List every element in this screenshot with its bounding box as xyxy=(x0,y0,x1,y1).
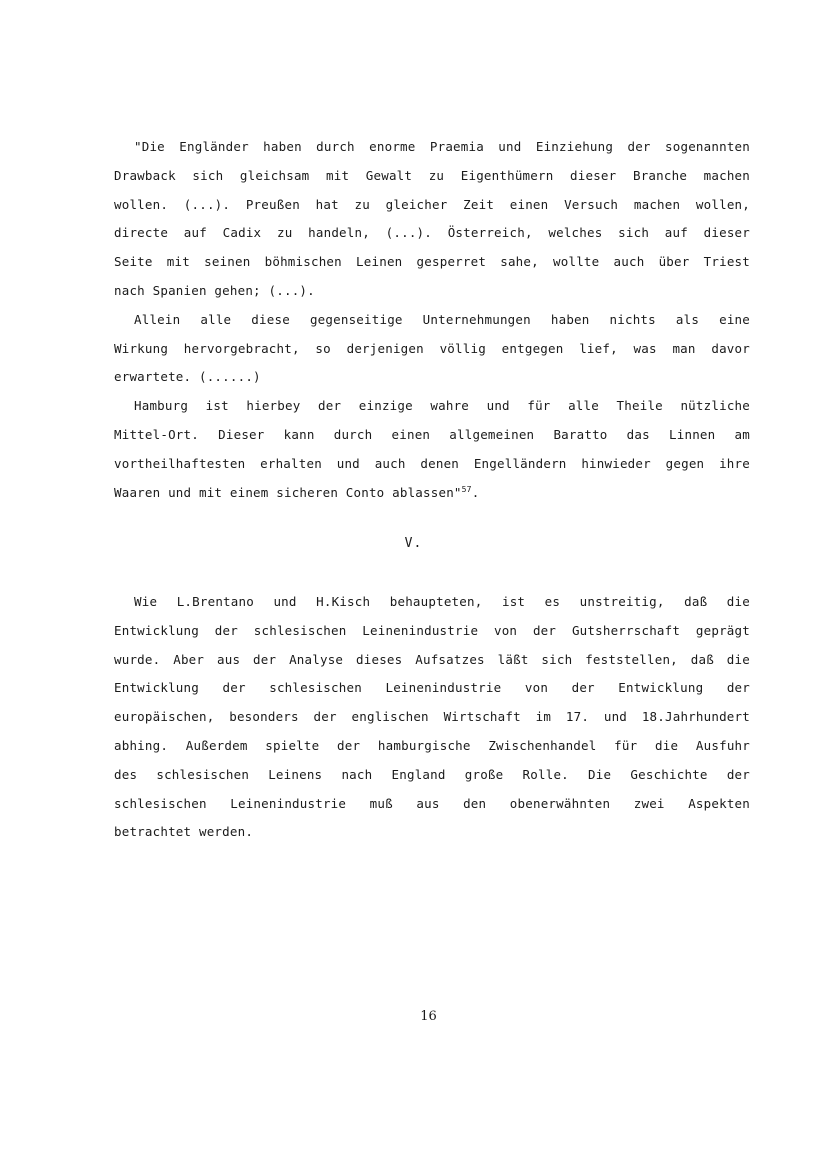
quote-paragraph-1 xyxy=(114,133,750,306)
text-line: europäischen, besonders der englischen Wirtschaft im 17. und 18.Jahrhundert xyxy=(114,709,750,725)
text-line: nach Spanien gehen; (...). xyxy=(114,282,315,298)
text-line: Mittel-Ort. Dieser kann durch einen allgemeinen Baratto das Linnen am xyxy=(114,426,750,442)
text-line: schlesischen Leinenindustrie muß aus den obenerwähnten zwei Aspekten xyxy=(114,795,750,811)
text-line: wollen. (...). Preußen hat zu gleicher Zeit einen Versuch machen wollen, xyxy=(114,196,750,212)
section-number: V. xyxy=(404,536,423,551)
text-line xyxy=(114,479,750,508)
text-line: des schlesischen Leinens nach England große Rolle. Die Geschichte der xyxy=(114,766,750,782)
quote-closing-period: . xyxy=(471,484,480,500)
quote-closing-text: Waaren und mit einem sicheren Conto ablassen" xyxy=(114,484,462,500)
text-line: Hamburg ist hierbey der einzige wahre und für alle Theile nützliche xyxy=(134,398,750,414)
text-line: wurde. Aber aus der Analyse dieses Aufsatzes läßt sich feststellen, daß die xyxy=(114,651,750,667)
text-line: abhing. Außerdem spielte der hamburgische Zwischenhandel für die Ausfuhr xyxy=(114,737,750,753)
text-line: directe auf Cadix zu handeln, (...). Österreich, welches sich auf dieser xyxy=(114,225,750,241)
text-line: vortheilhaftesten erhalten und auch denen Engelländern hinwieder gegen ihre xyxy=(114,455,750,471)
text-line: "Die Engländer haben durch enorme Praemia und Einziehung der sogenannten xyxy=(134,139,750,154)
text-line: Drawback sich gleichsam mit Gewalt zu Eigenthümern dieser Branche machen xyxy=(114,167,750,183)
quote-paragraph-2 xyxy=(114,306,750,392)
text-line: Wie L.Brentano und H.Kisch behaupteten, ist es unstreitig, daß die xyxy=(134,594,750,609)
quote-paragraph-3 xyxy=(114,392,750,507)
text-line: Allein alle diese gegenseitige Unternehmungen haben nichts als eine xyxy=(134,311,750,327)
page-number: 16 xyxy=(420,1009,437,1024)
text-line: Wirkung hervorgebracht, so derjenigen völlig entgegen lief, was man davor xyxy=(114,340,750,356)
text-line: Entwicklung der schlesischen Leinenindustrie von der Gutsherrschaft geprägt xyxy=(114,622,750,638)
quote-block xyxy=(114,133,750,507)
conclusion-paragraph xyxy=(114,588,750,847)
text-line: Seite mit seinen böhmischen Leinen gesperret sahe, wollte auch über Triest xyxy=(114,254,750,270)
footnote-reference: 57 xyxy=(461,484,472,494)
text-line: erwartete. (......) xyxy=(114,369,261,385)
text-line: betrachtet werden. xyxy=(114,824,254,840)
text-line: Entwicklung der schlesischen Leinenindustrie von der Entwicklung der xyxy=(114,680,750,696)
